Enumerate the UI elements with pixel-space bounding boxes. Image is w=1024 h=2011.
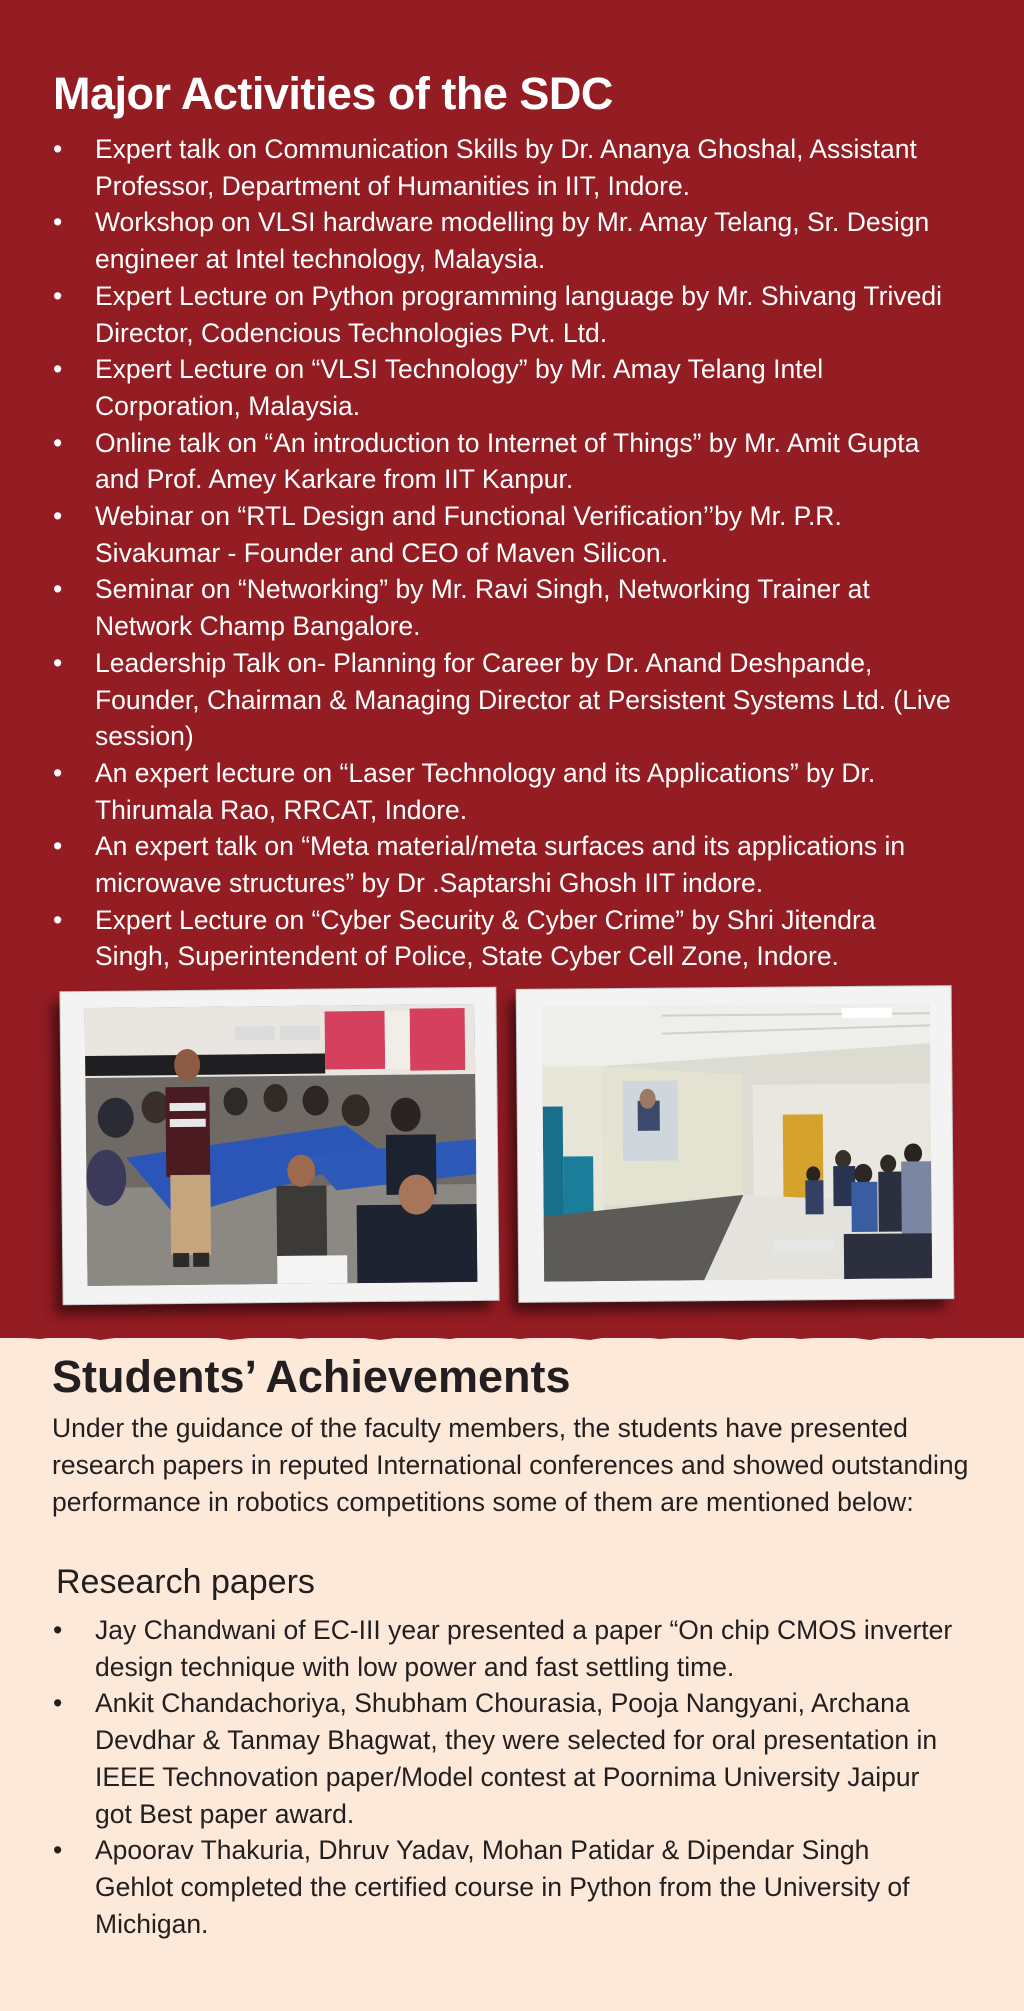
bullet-icon: • (53, 207, 63, 238)
bullet-icon: • (53, 904, 63, 935)
bullet-icon: • (53, 1688, 63, 1719)
list-item (53, 1832, 953, 1942)
list-item (53, 425, 953, 498)
bullet-icon: • (53, 574, 63, 605)
webinar-hall-photo-image (542, 1003, 932, 1281)
list-item (53, 131, 953, 204)
classroom-photo (60, 988, 498, 1305)
achievements-title: Students’ Achievements (52, 1351, 571, 1402)
bullet-icon: • (53, 354, 63, 385)
list-item-text: An expert talk on “Meta material/meta surfaces and its applications in microwave structures” by Dr .Saptarshi Ghosh IIT indore. (95, 831, 906, 899)
list-item-text: Expert Lecture on “VLSI Technology” by Mr. Amay Telang Intel Corporation, Malaysia. (95, 354, 824, 421)
bullet-icon: • (53, 757, 63, 788)
list-item-text: Online talk on “An introduction to Internet of Things” by Mr. Amit Gupta and Prof. Amey Karkare from IIT Kanpur. (95, 427, 920, 495)
list-item-text: Apoorav Thakuria, Dhruv Yadav, Mohan Patidar & Dipendar Singh Gehlot completed the certified course in Python from the University of Michigan. (95, 1835, 910, 1939)
list-item (53, 902, 953, 975)
classroom-photo-image (85, 1004, 478, 1286)
list-item (53, 755, 953, 828)
bullet-icon: • (53, 1835, 63, 1866)
list-item (53, 351, 953, 424)
sdc-activity-list (53, 131, 953, 975)
bullet-icon: • (53, 1615, 63, 1645)
list-item-text: An expert lecture on “Laser Technology and its Applications” by Dr. Thirumala Rao, RRCAT, Indore. (95, 757, 876, 825)
list-item-text: Webinar on “RTL Design and Functional Verification’’by Mr. P.R. Sivakumar - Founder and CEO of Maven Silicon. (95, 501, 842, 568)
list-item (53, 1685, 953, 1832)
list-item-text: Jay Chandwani of EC-III year presented a paper “On chip CMOS inverter design technique with low power and fast settling time. (95, 1615, 953, 1682)
list-item (53, 278, 953, 351)
webinar-hall-photo (517, 986, 954, 1302)
list-item-text: Leadership Talk on- Planning for Career by Dr. Anand Deshpande, Founder, Chairman & Managing Director at Persistent Systems Ltd. (Live session) (95, 647, 951, 752)
bullet-icon: • (53, 134, 63, 164)
list-item-text: Expert Lecture on Python programming language by Mr. Shivang Trivedi Director, Codencious Technologies Pvt. Ltd. (95, 280, 942, 348)
bullet-icon: • (53, 831, 63, 862)
bullet-icon: • (53, 647, 63, 678)
bullet-icon: • (53, 280, 63, 311)
bullet-icon: • (53, 501, 63, 532)
list-item (53, 828, 953, 901)
list-item-text: Expert Lecture on “Cyber Security & Cyber Crime” by Shri Jitendra Singh, Superintendent of Police, State Cyber Cell Zone, Indore. (95, 904, 876, 972)
list-item (53, 498, 953, 571)
list-item (53, 204, 953, 277)
list-item-text: Seminar on “Networking” by Mr. Ravi Singh, Networking Trainer at Network Champ Bangalore. (95, 574, 870, 642)
list-item (53, 1612, 953, 1685)
achievements-intro: Under the guidance of the faculty members, the students have presented research papers in reputed International conferences and showed outstanding performance in robotics competitions some of them are mentioned below: (52, 1413, 969, 1517)
research-papers-list (53, 1612, 953, 1942)
list-item-text: Ankit Chandachoriya, Shubham Chourasia, Pooja Nangyani, Archana Devdhar & Tanmay Bhagwat, they were selected for oral presentation in IEEE Technovation paper/Model contest at Poornima University Jaipur got Best paper award. (95, 1688, 938, 1829)
bullet-icon: • (53, 427, 63, 458)
list-item-text: Workshop on VLSI hardware modelling by Mr. Amay Telang, Sr. Design engineer at Intel technology, Malaysia. (95, 207, 930, 275)
list-item-text: Expert talk on Communication Skills by Dr. Ananya Ghoshal, Assistant Professor, Department of Humanities in IIT, Indore. (95, 134, 917, 201)
research-papers-title: Research papers (56, 1563, 315, 1601)
list-item (53, 571, 953, 644)
list-item (53, 645, 953, 755)
sdc-title: Major Activities of the SDC (53, 68, 613, 119)
